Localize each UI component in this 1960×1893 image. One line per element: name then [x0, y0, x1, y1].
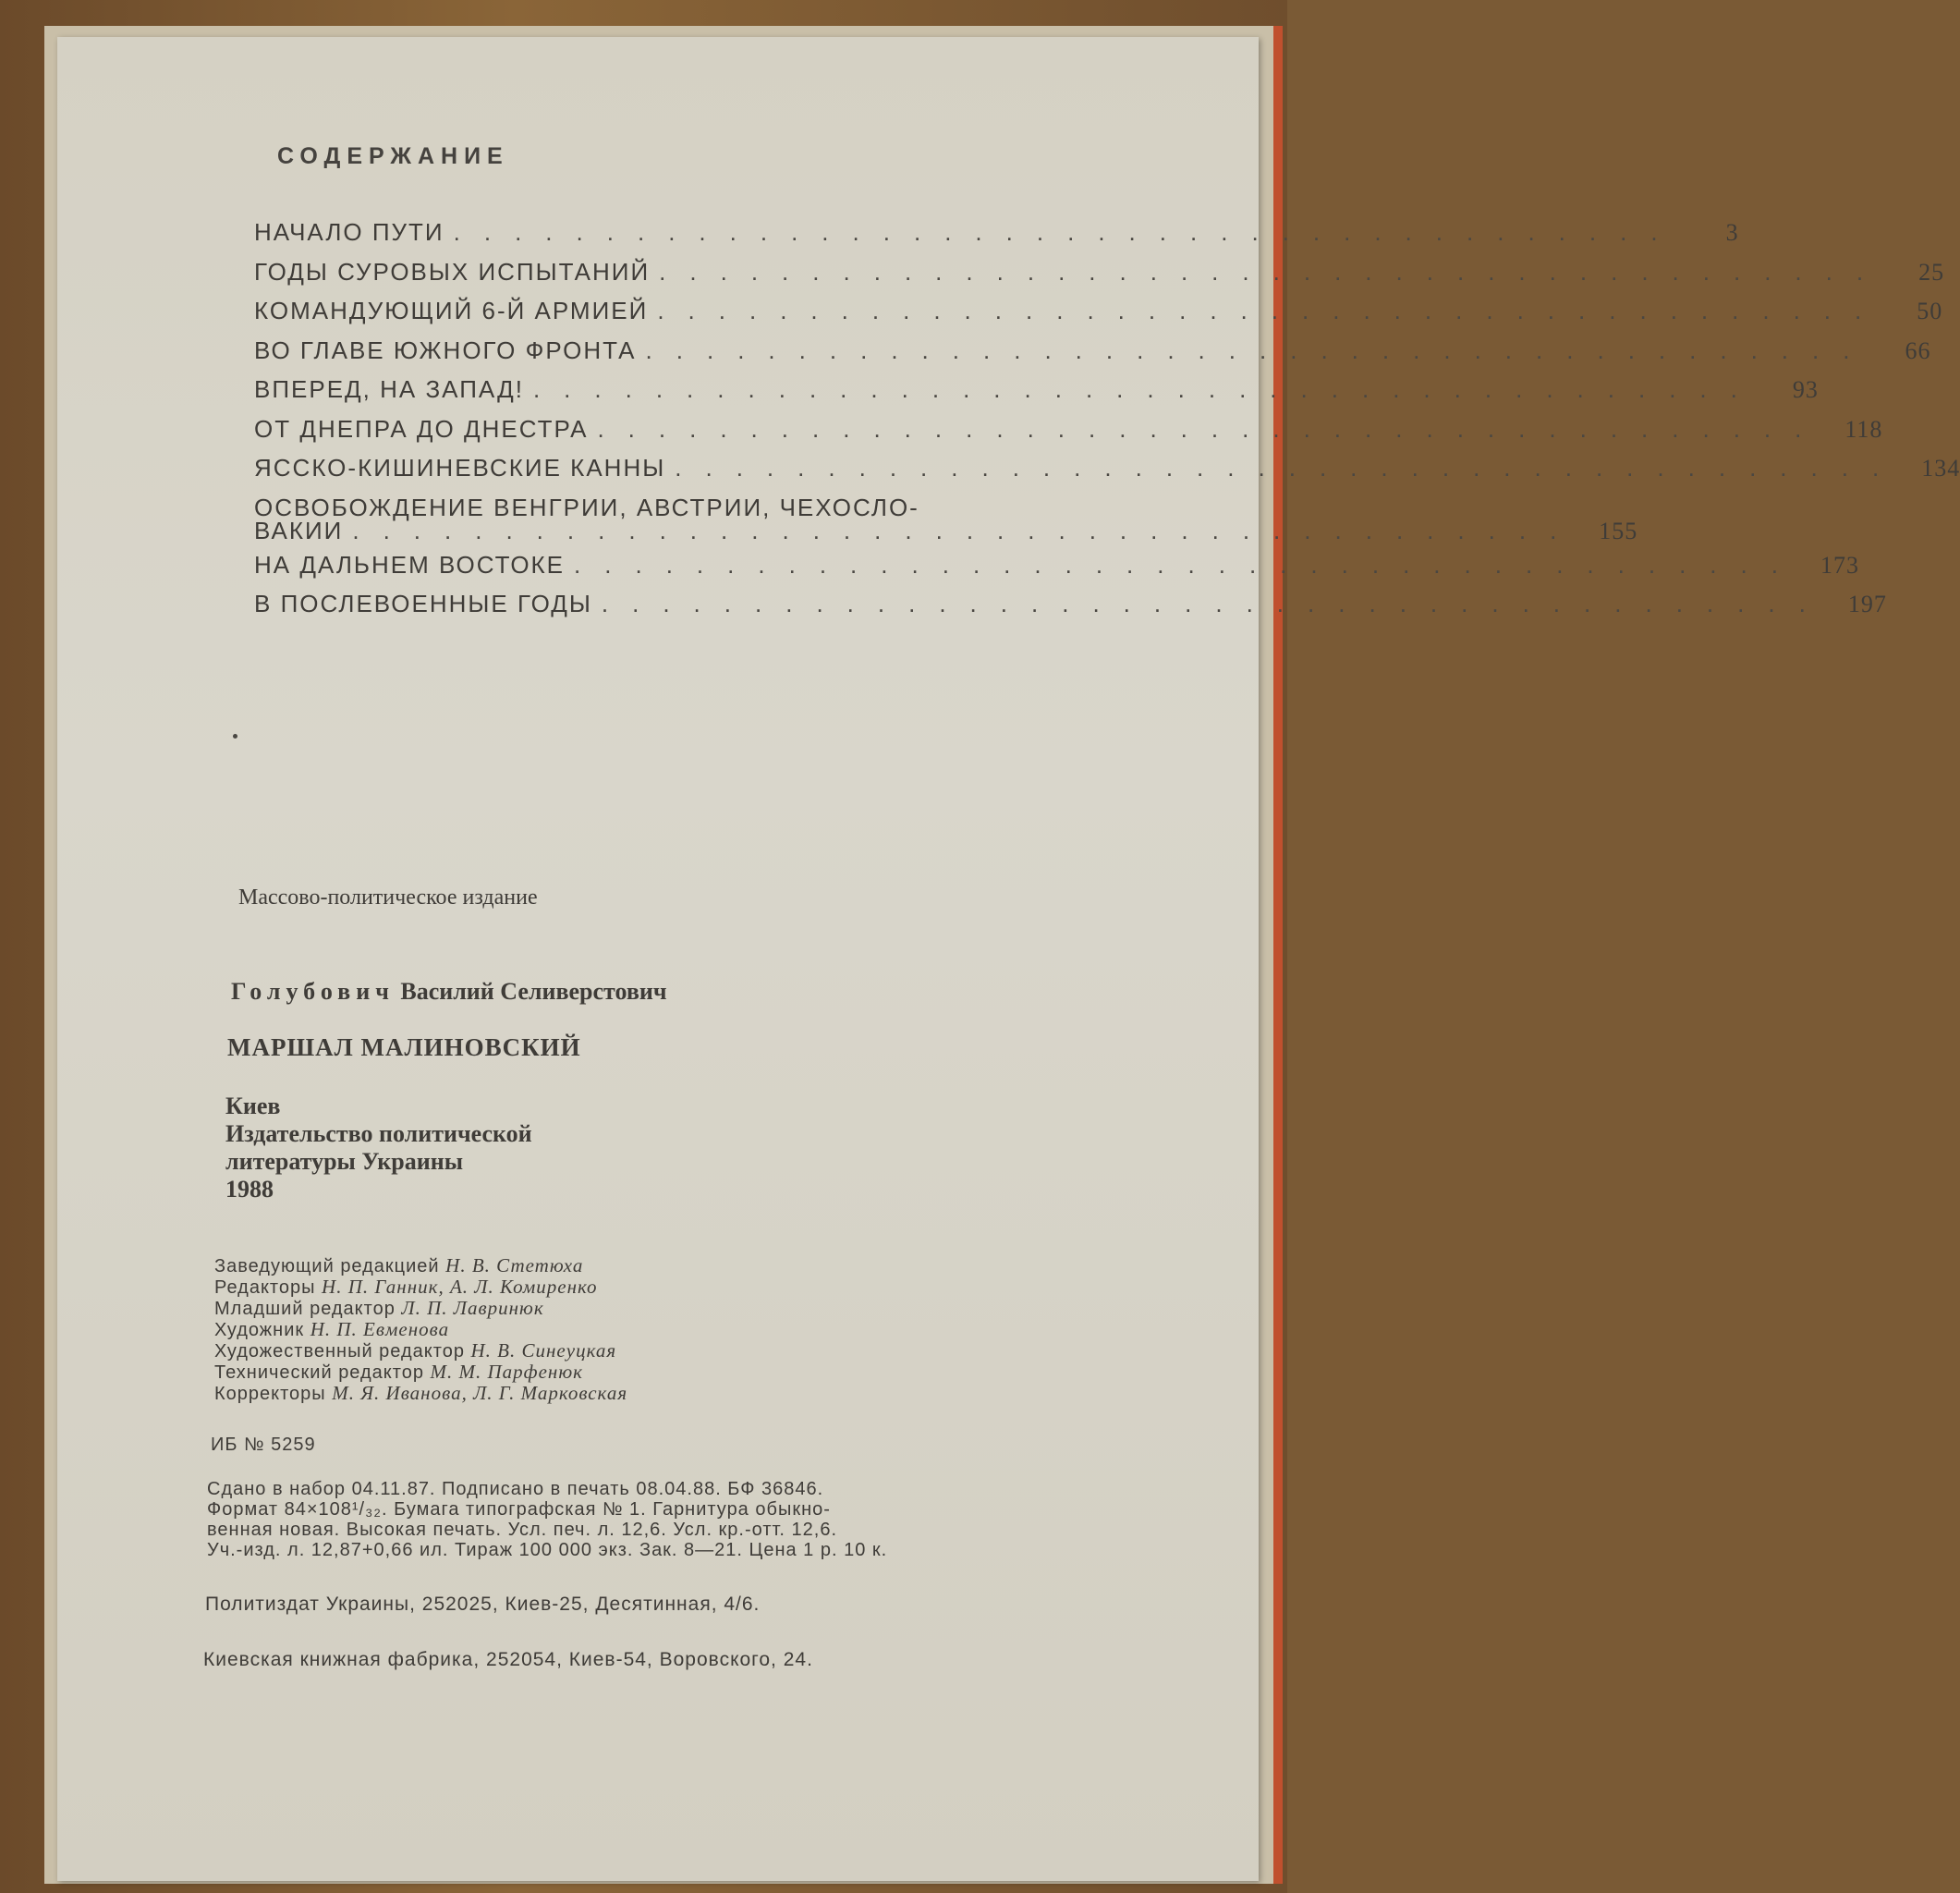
toc-entry-page: 66: [1905, 336, 1931, 364]
toc-entry-title: ВПЕРЕД, НА ЗАПАД!: [254, 375, 524, 403]
publisher-name-line2: литературы Украины: [225, 1148, 464, 1175]
toc-entry-title: НАЧАЛО ПУТИ: [254, 218, 444, 246]
ink-speck: [233, 734, 237, 739]
spec-line: Формат 84×108¹/₃₂. Бумага типографская № 1. Гарнитура обыкно-: [207, 1499, 831, 1520]
staff-role: Корректоры: [214, 1384, 326, 1404]
staff-role: Художник: [214, 1320, 305, 1340]
toc-entry-title-continued: ВАКИИ: [254, 516, 344, 544]
toc-entry-page: 50: [1917, 298, 1943, 324]
staff-name: Н. В. Синеуцкая: [470, 1339, 617, 1362]
author-surname: Голубович: [231, 978, 395, 1005]
toc-entry-page: 3: [1725, 219, 1739, 246]
staff-role: Технический редактор: [214, 1362, 424, 1383]
printer-address: Киевская книжная фабрика, 252054, Киев-54, Воровского, 24.: [203, 1649, 813, 1670]
toc-leader-dots: ........................................: [675, 454, 1904, 482]
author-name: [231, 978, 667, 1006]
staff-line: [214, 1383, 627, 1404]
ib-number: ИБ № 5259: [211, 1435, 316, 1455]
toc-entry: [254, 257, 1945, 298]
toc-entry-page: 155: [1599, 517, 1638, 544]
publisher-block: [225, 1093, 532, 1203]
toc-leader-dots: ........................................: [453, 218, 1682, 246]
book-title: МАРШАЛ МАЛИНОВСКИЙ: [227, 1033, 581, 1061]
toc-entry-page: 93: [1792, 376, 1819, 403]
toc-entry-title: ГОДЫ СУРОВЫХ ИСПЫТАНИЙ: [254, 257, 651, 286]
toc-entry: [254, 493, 1638, 545]
toc-entry-page: 197: [1847, 591, 1887, 617]
toc-entry: [254, 336, 1931, 376]
toc-entry: [254, 375, 1819, 415]
print-specifications: [207, 1479, 1066, 1560]
staff-line: [214, 1255, 627, 1276]
toc-entry-title: ВО ГЛАВЕ ЮЖНОГО ФРОНТА: [254, 336, 637, 364]
publication-year: 1988: [225, 1176, 274, 1203]
toc-leader-dots: ........................................: [657, 297, 1886, 324]
toc-leader-dots: ........................................: [574, 550, 1802, 579]
toc-entry: [254, 414, 1883, 455]
staff-role: Редакторы: [214, 1277, 316, 1298]
table-of-contents: [254, 218, 1960, 629]
staff-name: М. Я. Иванова, Л. Г. Марковская: [332, 1382, 628, 1404]
staff-line: [214, 1340, 627, 1362]
spec-line: Сдано в набор 04.11.87. Подписано в печать 08.04.88. БФ 36846.: [207, 1479, 824, 1499]
staff-name: Л. П. Лавринюк: [401, 1297, 544, 1319]
staff-line: [214, 1276, 627, 1298]
toc-heading: СОДЕРЖАНИЕ: [277, 143, 509, 169]
toc-entry-page: 134: [1921, 455, 1960, 482]
toc-entry-title: КОМАНДУЮЩИЙ 6-Й АРМИЕЙ: [254, 297, 649, 324]
toc-entry-title: ОТ ДНЕПРА ДО ДНЕСТРА: [254, 414, 589, 443]
toc-entry-continuation: [254, 516, 1638, 545]
staff-name: Н. П. Ганник, А. Л. Комиренко: [322, 1276, 598, 1298]
editorial-staff: [214, 1255, 627, 1404]
toc-entry-title: НА ДАЛЬНЕМ ВОСТОКЕ: [254, 550, 566, 579]
staff-name: Н. П. Евменова: [310, 1318, 450, 1340]
spec-line: венная новая. Высокая печать. Усл. печ. л. 12,6. Усл. кр.-отт. 12,6.: [207, 1520, 838, 1540]
toc-entry-title: ЯССКО-КИШИНЕВСКИЕ КАННЫ: [254, 454, 666, 482]
toc-entry: [254, 590, 1887, 629]
staff-role: Заведующий редакцией: [214, 1256, 440, 1276]
toc-entry-page: 118: [1844, 415, 1883, 443]
toc-entry-page: 173: [1820, 551, 1859, 579]
publisher-name-line1: Издательство политической: [225, 1120, 532, 1147]
staff-line: [214, 1362, 627, 1383]
toc-entry: [254, 454, 1960, 494]
author-given-names: Василий Селиверстович: [400, 978, 667, 1005]
toc-entry: [254, 218, 1739, 258]
toc-leader-dots: ........................................: [645, 336, 1874, 364]
toc-entry-page: 25: [1918, 258, 1945, 286]
toc-entry: [254, 550, 1859, 591]
toc-leader-dots: ........................................: [601, 590, 1830, 617]
toc-entry: [254, 297, 1943, 336]
staff-role: Младший редактор: [214, 1299, 396, 1319]
toc-leader-dots: ........................................: [597, 414, 1826, 443]
staff-name: М. М. Парфенюк: [430, 1361, 583, 1383]
toc-leader-dots: ........................................: [352, 516, 1581, 544]
staff-line: [214, 1319, 627, 1340]
staff-name: Н. В. Стетюха: [445, 1254, 584, 1276]
toc-leader-dots: ........................................: [659, 257, 1888, 286]
spec-line: Уч.-изд. л. 12,87+0,66 ил. Тираж 100 000 экз. Зак. 8—21. Цена 1 р. 10 к.: [207, 1540, 888, 1560]
staff-role: Художественный редактор: [214, 1341, 465, 1362]
publisher-city: Киев: [225, 1093, 281, 1119]
toc-leader-dots: ........................................: [532, 375, 1761, 403]
publisher-address: Политиздат Украины, 252025, Киев-25, Десятинная, 4/6.: [205, 1594, 761, 1615]
toc-entry-title: В ПОСЛЕВОЕННЫЕ ГОДЫ: [254, 590, 592, 617]
series-label: Массово-политическое издание: [238, 885, 538, 910]
staff-line: [214, 1298, 627, 1319]
toc-entry-title: ОСВОБОЖДЕНИЕ ВЕНГРИИ, АВСТРИИ, ЧЕХОСЛО-: [254, 493, 919, 521]
